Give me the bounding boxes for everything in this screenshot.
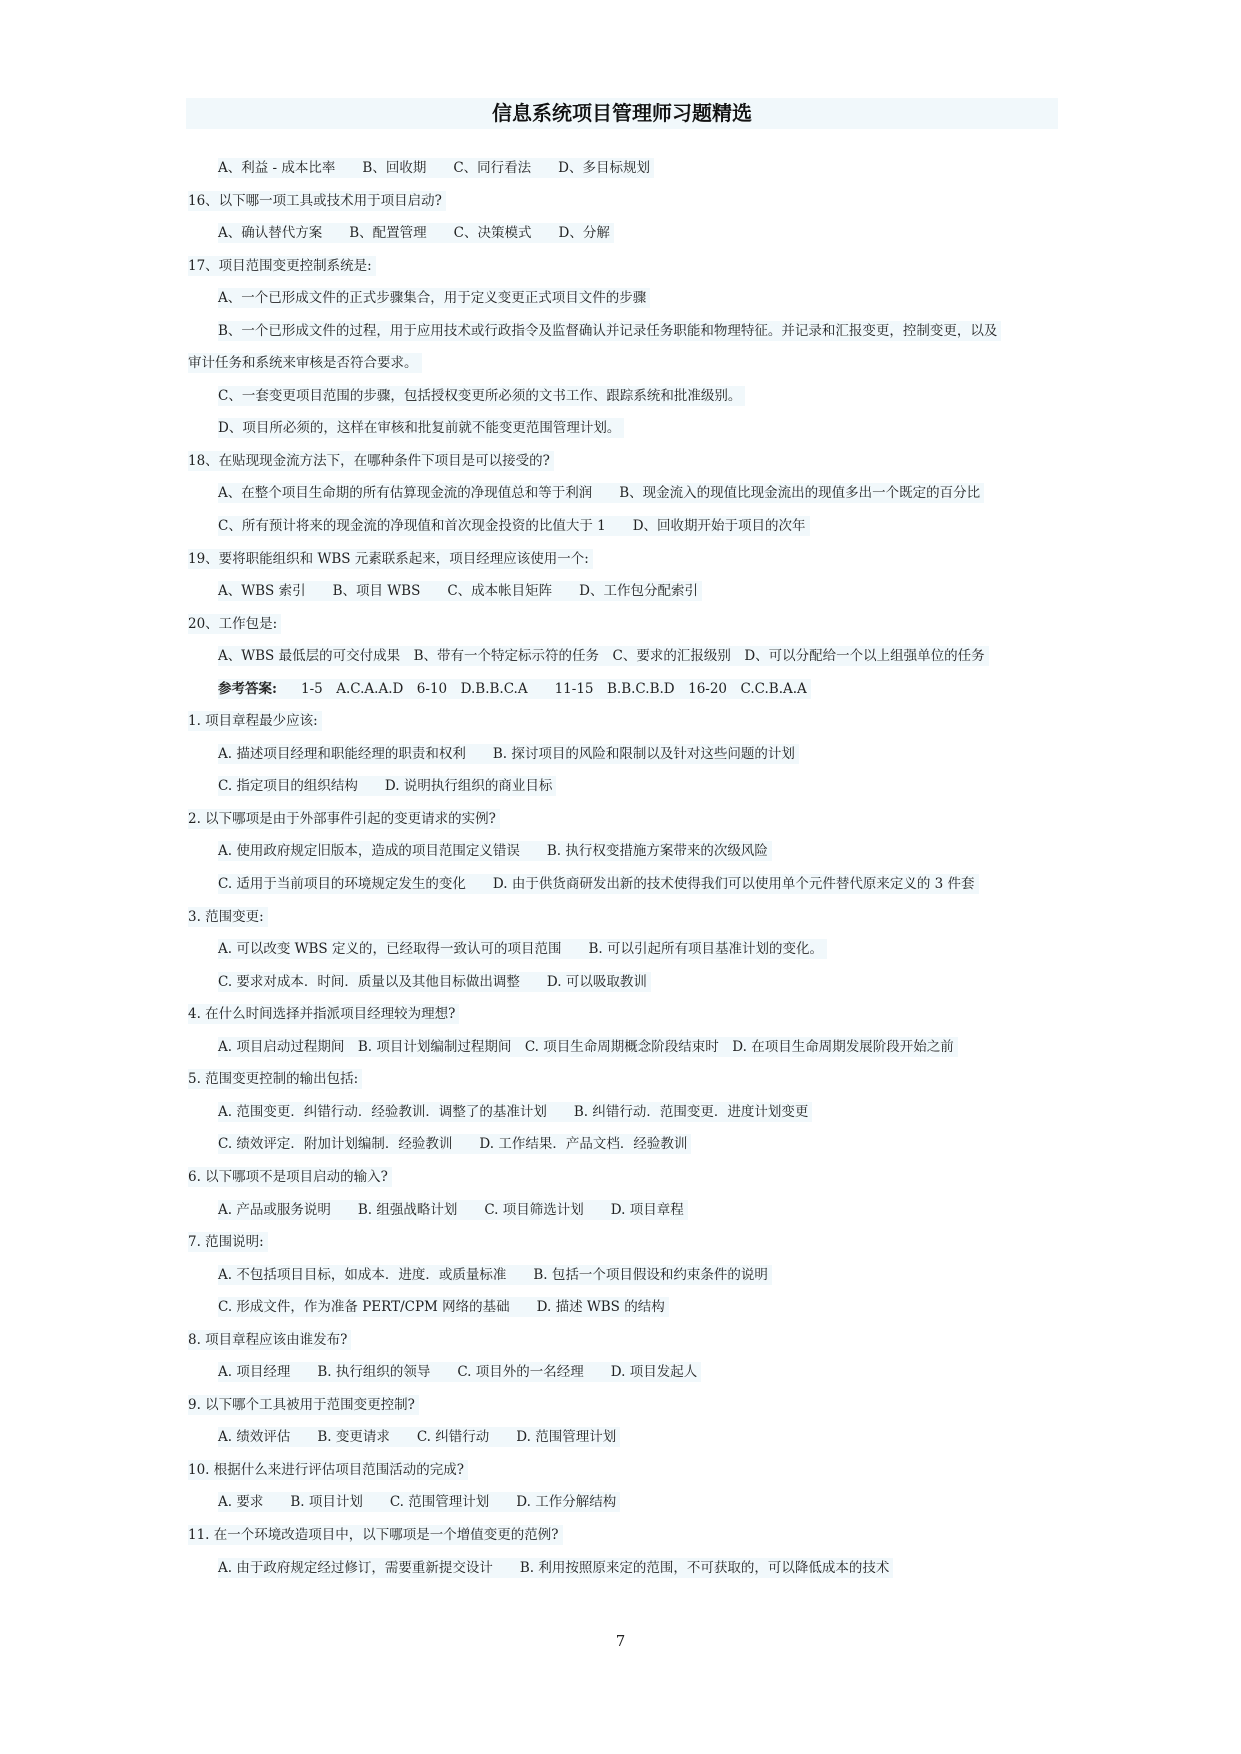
line-text: 5. 范围变更控制的输出包括: [188,1069,362,1089]
question-line [188,543,1056,576]
line-text: 17、项目范围变更控制系统是: [188,256,376,276]
option-line [188,1356,1056,1389]
question-line [188,185,1056,218]
line-text: A. 使用政府规定旧版本，造成的项目范围定义错误 B. 执行权变措施方案带来的次级风险 [218,841,772,861]
line-text: A. 产品或服务说明 B. 组强战略计划 C. 项目筛选计划 D. 项目章程 [218,1200,688,1220]
line-text [218,679,811,699]
line-text: A. 描述项目经理和职能经理的职责和权利 B. 探讨项目的风险和限制以及针对这些问题的计划 [218,744,799,764]
line-text: 18、在贴现现金流方法下，在哪种条件下项目是可以接受的? [188,451,554,471]
question-line [188,1226,1056,1259]
line-text: A、利益 - 成本比率 B、回收期 C、同行看法 D、多目标规划 [218,158,654,178]
option-line [188,477,1056,510]
option-line [188,315,1056,348]
option-line [188,1194,1056,1227]
option-line [188,282,1056,315]
question-line [188,1519,1056,1552]
option-line [188,868,1056,901]
question-line [188,803,1056,836]
line-text: 4. 在什么时间选择并指派项目经理较为理想? [188,1004,459,1024]
line-text: 11. 在一个环境改造项目中，以下哪项是一个增值变更的范例? [188,1525,563,1545]
page-number: 7 [615,1632,626,1650]
line-text: 7. 范围说明: [188,1232,268,1252]
question-line [188,998,1056,1031]
line-text: C. 要求对成本．时间．质量以及其他目标做出调整 D. 可以吸取教训 [218,972,651,992]
question-line [188,250,1056,283]
option-line [188,1128,1056,1161]
option-line [188,770,1056,803]
line-text: 20、工作包是: [188,614,281,634]
question-line [188,445,1056,478]
question-line [188,1389,1056,1422]
option-line [188,380,1056,413]
line-text: A. 不包括项目目标，如成本．进度．或质量标准 B. 包括一个项目假设和约束条件的说明 [218,1265,772,1285]
line-text: 审计任务和系统来审核是否符合要求。 [188,353,422,373]
question-line [188,1063,1056,1096]
option-line [188,1486,1056,1519]
question-line [188,347,1056,380]
answer-key-line [188,673,1056,706]
option-line [188,738,1056,771]
line-text: 6. 以下哪项不是项目启动的输入? [188,1167,392,1187]
option-line [188,510,1056,543]
option-line [188,835,1056,868]
option-line [188,1259,1056,1292]
line-text: 9. 以下哪个工具被用于范围变更控制? [188,1395,419,1415]
option-line [188,1031,1056,1064]
line-text: C. 绩效评定．附加计划编制．经验教训 D. 工作结果．产品文档．经验教训 [218,1134,691,1154]
line-text: A、在整个项目生命期的所有估算现金流的净现值总和等于利润 B、现金流入的现值比现金流出的现值多出一个既定的百分比 [218,483,984,503]
line-text: A. 绩效评估 B. 变更请求 C. 纠错行动 D. 范围管理计划 [218,1427,620,1447]
line-text: A. 范围变更．纠错行动．经验教训．调整了的基准计划 B. 纠错行动．范围变更．进度计划变更 [218,1102,812,1122]
line-text: 16、以下哪一项工具或技术用于项目启动? [188,191,446,211]
line-text: 10. 根据什么来进行评估项目范围活动的完成? [188,1460,468,1480]
line-text: B、一个已形成文件的过程，用于应用技术或行政指令及监督确认并记录任务职能和物理特征。并记录和汇报变更，控制变更，以及 [218,321,1001,341]
line-text: C、一套变更项目范围的步骤，包括授权变更所必须的文书工作、跟踪系统和批准级别。 [218,386,745,406]
option-line [188,1552,1056,1585]
question-line [188,901,1056,934]
line-text: C、所有预计将来的现金流的净现值和首次现金投资的比值大于 1 D、回收期开始于项目的次年 [218,516,810,536]
line-text: 19、要将职能组织和 WBS 元素联系起来，项目经理应该使用一个: [188,549,593,569]
line-text: A. 项目启动过程期间 B. 项目计划编制过程期间 C. 项目生命周期概念阶段结束时 D. 在项目生命周期发展阶段开始之前 [218,1037,958,1057]
option-line [188,640,1056,673]
option-line [188,412,1056,445]
line-text: 3. 范围变更: [188,907,268,927]
option-line [188,1421,1056,1454]
question-line [188,1324,1056,1357]
line-text: C. 适用于当前项目的环境规定发生的变化 D. 由于供货商研发出新的技术使得我们可以使用单个元件替代原来定义的 3 件套 [218,874,979,894]
question-line [188,1454,1056,1487]
line-text: A、一个已形成文件的正式步骤集合，用于定义变更正式项目文件的步骤 [218,288,650,308]
page-title: 信息系统项目管理师习题精选 [492,101,752,125]
line-text: A、确认替代方案 B、配置管理 C、决策模式 D、分解 [218,223,614,243]
question-list [188,152,1056,1584]
option-line [188,966,1056,999]
question-line [188,1161,1056,1194]
line-text: C. 形成文件，作为准备 PERT/CPM 网络的基础 D. 描述 WBS 的结构 [218,1297,669,1317]
line-text: A. 可以改变 WBS 定义的，已经取得一致认可的项目范围 B. 可以引起所有项目基准计划的变化。 [218,939,827,959]
line-text: D、项目所必须的，这样在审核和批复前就不能变更范围管理计划。 [218,418,624,438]
line-text: C. 指定项目的组织结构 D. 说明执行组织的商业目标 [218,776,556,796]
option-line [188,575,1056,608]
question-line [188,705,1056,738]
line-text: 2. 以下哪项是由于外部事件引起的变更请求的实例? [188,809,500,829]
option-line [188,217,1056,250]
line-text: 8. 项目章程应该由谁发布? [188,1330,351,1350]
line-text: A、WBS 索引 B、项目 WBS C、成本帐目矩阵 D、工作包分配索引 [218,581,702,601]
question-line [188,608,1056,641]
line-text: A、WBS 最低层的可交付成果 B、带有一个特定标示符的任务 C、要求的汇报级别 D、可以分配给一个以上组强单位的任务 [218,646,989,666]
line-text: A. 要求 B. 项目计划 C. 范围管理计划 D. 工作分解结构 [218,1492,620,1512]
option-line [188,152,1056,185]
line-text: A. 项目经理 B. 执行组织的领导 C. 项目外的一名经理 D. 项目发起人 [218,1362,701,1382]
answer-key-values: 1-5 A.C.A.A.D 6-10 D.B.B.C.A 11-15 B.B.C.B.D 16-20 C.C.B.A.A [300,680,807,697]
option-line [188,933,1056,966]
option-line [188,1096,1056,1129]
option-line [188,1291,1056,1324]
line-text: 1. 项目章程最少应该: [188,711,322,731]
answer-key-label: 参考答案: [218,680,277,697]
line-text: A. 由于政府规定经过修订，需要重新提交设计 B. 利用按照原来定的范围，不可获取的，可以降低成本的技术 [218,1558,893,1578]
